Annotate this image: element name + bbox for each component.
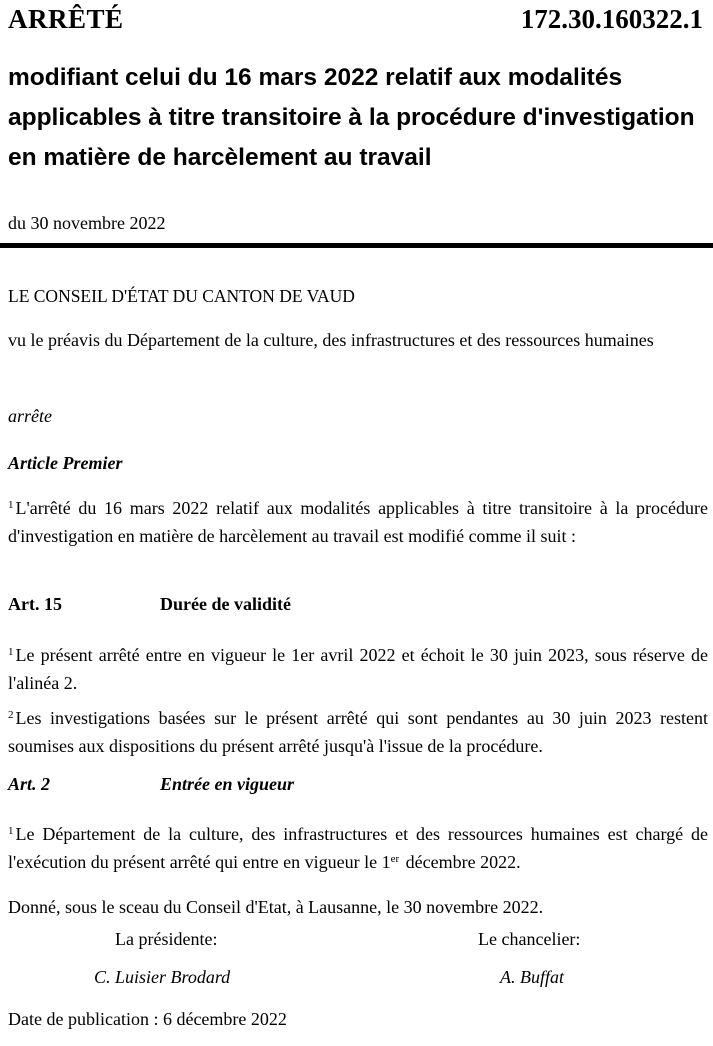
issuing-authority: LE CONSEIL D'ÉTAT DU CANTON DE VAUD (8, 286, 355, 306)
art2-paragraph-1 (8, 820, 708, 876)
paragraph-number: 1 (8, 646, 14, 658)
signatory-role-right: Le chancelier: (478, 929, 581, 949)
art15-paragraph-1-text: Le présent arrêté entre en vigueur le 1er avril 2022 et échoit le 30 juin 2023, sous réserve de l'alinéa 2. (8, 645, 708, 693)
paragraph-number: 1 (8, 825, 14, 837)
enacting-word: arrête (8, 406, 52, 426)
signatory-role-left: La présidente: (115, 929, 218, 949)
document-date: du 30 novembre 2022 (8, 213, 166, 233)
ordinal-suffix: er (390, 853, 400, 865)
art2-paragraph-text-end: décembre 2022. (401, 852, 521, 872)
art2-paragraph-text: Le Département de la culture, des infrastructures et des ressources humaines est chargé de l'exécution du présent arrêté qui entre en vigueur le 1 (8, 824, 708, 872)
art2-title: Entrée en vigueur (160, 774, 295, 794)
signatory-name-left: C. Luisier Brodard (94, 967, 231, 987)
art15-title: Durée de validité (160, 594, 291, 614)
article-premier-heading: Article Premier (8, 453, 123, 473)
art15-number: Art. 15 (8, 594, 62, 614)
paragraph-number: 1 (8, 499, 14, 511)
article-premier-text (8, 494, 708, 550)
art15-paragraph-2-text: Les investigations basées sur le présent arrêté qui sont pendantes au 30 juin 2023 restent soumises aux dispositions du présent arrêté jusqu'à l'issue de la procédure. (8, 708, 708, 756)
preamble: vu le préavis du Département de la culture, des infrastructures et des ressources humaines (8, 330, 654, 350)
document-title: modifiant celui du 16 mars 2022 relatif aux modalités applicables à titre transitoire à la procédure d'investigation en matière de harcèlement au travail (8, 64, 695, 171)
paragraph-number: 2 (8, 709, 14, 721)
art2-number: Art. 2 (8, 774, 51, 794)
header-divider (0, 243, 713, 248)
article-premier-body: L'arrêté du 16 mars 2022 relatif aux modalités applicables à titre transitoire à la procédure d'investigation en matière de harcèlement au travail est modifié comme il suit : (8, 498, 708, 546)
art15-paragraph-2 (8, 704, 708, 760)
art15-paragraph-1 (8, 641, 708, 697)
given-under-seal: Donné, sous le sceau du Conseil d'Etat, à Lausanne, le 30 novembre 2022. (8, 897, 544, 917)
publication-date: Date de publication : 6 décembre 2022 (8, 1009, 287, 1029)
signatory-name-right: A. Buffat (500, 967, 564, 987)
document-type: ARRÊTÉ (8, 4, 124, 34)
document-number: 172.30.160322.1 (520, 4, 703, 34)
